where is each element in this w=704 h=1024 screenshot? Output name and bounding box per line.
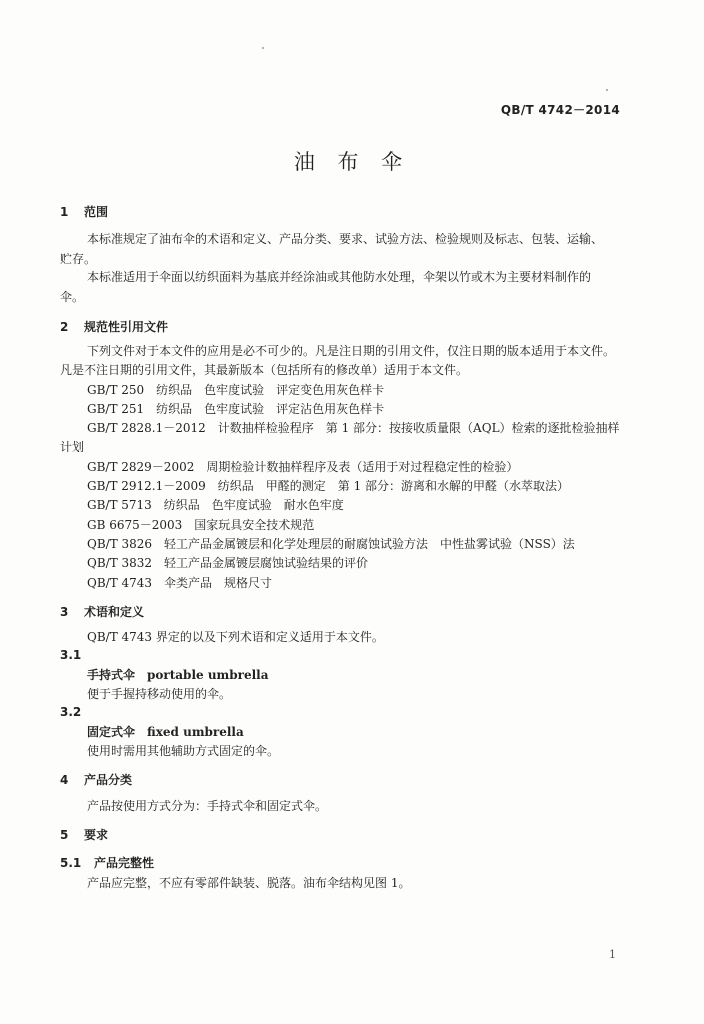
term-definition: 便于手握持移动使用的伞。 bbox=[87, 687, 232, 701]
reference-item: QB/T 4743 伞类产品 规格尺寸 bbox=[87, 576, 273, 590]
subsection-heading bbox=[60, 854, 154, 871]
reference-item: GB/T 2829－2002 周期检验计数抽样程序及表（适用于对过程稳定性的检验） bbox=[87, 460, 519, 474]
reference-item: GB/T 5713 纺织品 色牢度试验 耐水色牢度 bbox=[87, 498, 344, 512]
subsection-title: 产品完整性 bbox=[94, 856, 155, 870]
term-en: portable umbrella bbox=[147, 668, 269, 682]
term-number: 3.2 bbox=[60, 705, 82, 719]
term-en: fixed umbrella bbox=[147, 725, 244, 739]
scan-speck bbox=[262, 47, 264, 49]
document-title: 油 布 伞 bbox=[293, 150, 411, 174]
standard-number: QB/T 4742－2014 bbox=[500, 103, 620, 117]
paragraph-line: 下列文件对于本文件的应用是必不可少的。凡是注日期的引用文件，仅注日期的版本适用于本文件。 bbox=[87, 344, 616, 358]
paragraph-line: 凡是不注日期的引用文件，其最新版本（包括所有的修改单）适用于本文件。 bbox=[60, 363, 469, 377]
section-title: 范围 bbox=[84, 205, 109, 219]
paragraph-line: 伞。 bbox=[60, 290, 85, 304]
section-heading bbox=[60, 826, 108, 843]
term-cn: 固定式伞 bbox=[87, 725, 136, 739]
section-number: 5 bbox=[60, 828, 69, 842]
reference-item: QB/T 3832 轻工产品金属镀层腐蚀试验结果的评价 bbox=[87, 556, 369, 570]
section-number: 3 bbox=[60, 605, 69, 619]
scan-speck bbox=[606, 89, 608, 91]
section-heading bbox=[60, 203, 108, 220]
section-heading bbox=[60, 318, 168, 335]
term-definition: 使用时需用其他辅助方式固定的伞。 bbox=[87, 744, 280, 758]
reference-item: GB/T 2828.1－2012 计数抽样检验程序 第 1 部分：按接收质量限（AQL）检索的逐批检验抽样 bbox=[87, 421, 620, 435]
section-title: 术语和定义 bbox=[84, 605, 145, 619]
paragraph-line: 产品按使用方式分为：手持式伞和固定式伞。 bbox=[87, 799, 328, 813]
section-number: 2 bbox=[60, 320, 69, 334]
reference-item: GB/T 251 纺织品 色牢度试验 评定沾色用灰色样卡 bbox=[87, 402, 385, 416]
reference-item: GB/T 2912.1－2009 纺织品 甲醛的测定 第 1 部分：游离和水解的甲醛（水萃取法） bbox=[87, 479, 570, 493]
paragraph-line: 贮存。 bbox=[60, 252, 97, 266]
section-heading bbox=[60, 603, 144, 620]
section-number: 4 bbox=[60, 773, 69, 787]
paragraph-line: 产品应完整，不应有零部件缺装、脱落。油布伞结构见图 1。 bbox=[87, 876, 411, 890]
paragraph-line: QB/T 4743 界定的以及下列术语和定义适用于本文件。 bbox=[87, 630, 384, 644]
subsection-number: 5.1 bbox=[60, 856, 82, 870]
section-title: 要求 bbox=[84, 828, 109, 842]
section-title: 产品分类 bbox=[84, 773, 133, 787]
reference-item: GB/T 250 纺织品 色牢度试验 评定变色用灰色样卡 bbox=[87, 383, 385, 397]
term-cn: 手持式伞 bbox=[87, 668, 136, 682]
reference-item-continuation: 计划 bbox=[60, 440, 85, 454]
term-number: 3.1 bbox=[60, 648, 82, 662]
paragraph-line: 本标准规定了油布伞的术语和定义、产品分类、要求、试验方法、检验规则及标志、包装、运输、 bbox=[87, 232, 604, 246]
section-heading bbox=[60, 771, 132, 788]
section-title: 规范性引用文件 bbox=[84, 320, 169, 334]
reference-item: QB/T 3826 轻工产品金属镀层和化学处理层的耐腐蚀试验方法 中性盐雾试验（NSS）法 bbox=[87, 537, 575, 551]
paragraph-line: 本标准适用于伞面以纺织面料为基底并经涂油或其他防水处理，伞架以竹或木为主要材料制作的 bbox=[87, 270, 592, 284]
term-heading bbox=[87, 666, 268, 683]
page-number: 1 bbox=[609, 948, 616, 961]
reference-item: GB 6675－2003 国家玩具安全技术规范 bbox=[87, 518, 315, 532]
section-number: 1 bbox=[60, 205, 69, 219]
term-heading bbox=[87, 723, 244, 740]
